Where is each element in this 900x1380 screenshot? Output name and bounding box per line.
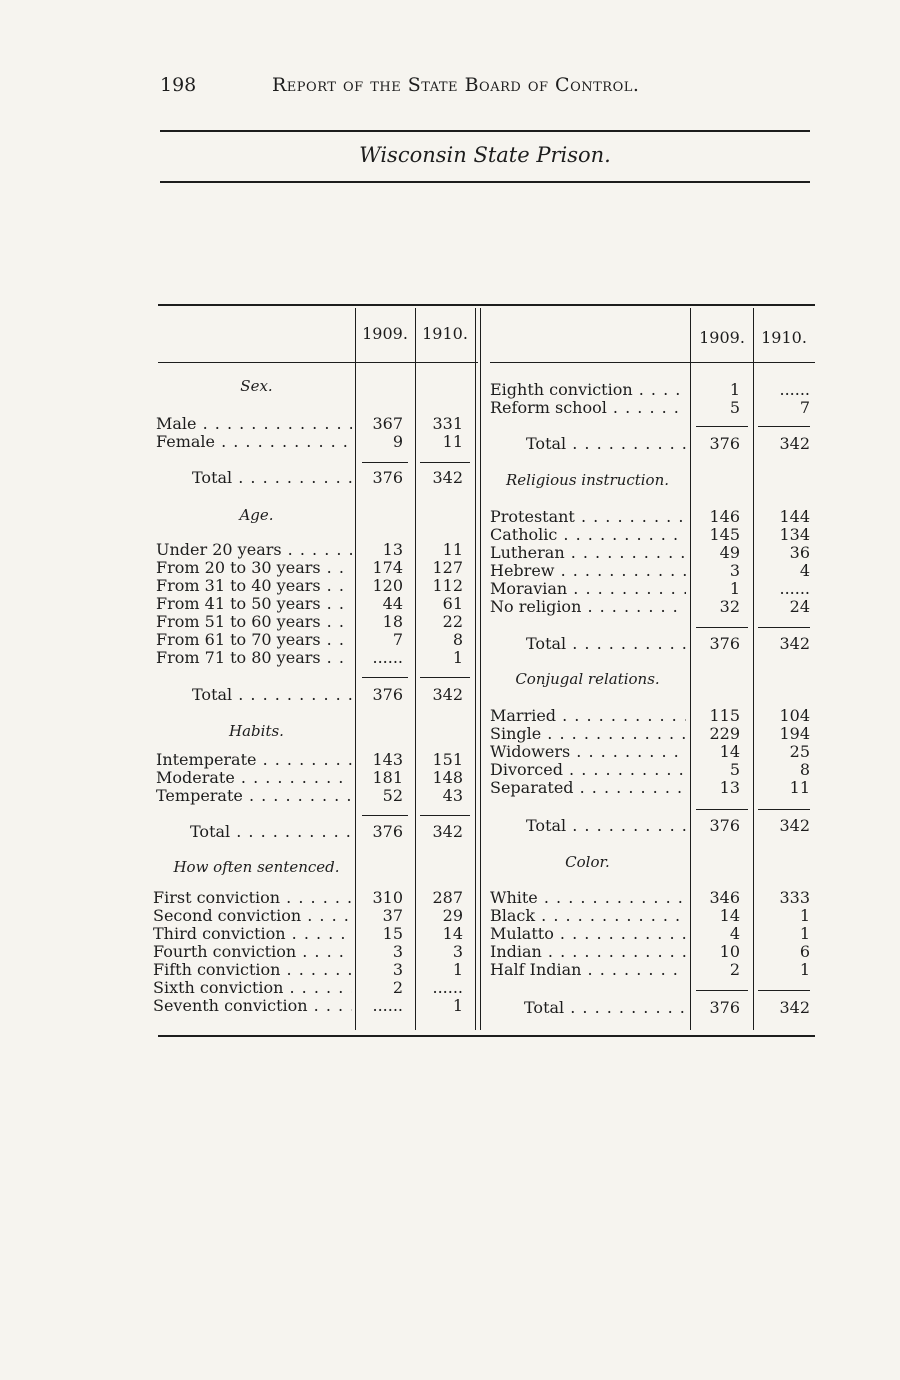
value-1910: 3 [452, 942, 463, 961]
table-row [480, 526, 815, 544]
statistics-table [150, 300, 815, 1040]
total-row [150, 469, 475, 487]
section-heading-color: Color. [565, 853, 610, 871]
total-row [150, 686, 475, 704]
table-row [480, 399, 815, 417]
subtotal-rule [696, 426, 748, 427]
subtotal-rule [758, 809, 810, 810]
value-1909: 120 [372, 576, 403, 595]
total-1909: 376 [372, 685, 403, 704]
table-row [150, 433, 475, 451]
value-1910: 6 [799, 942, 810, 961]
row-label: From 41 to 50 years . . . [156, 595, 352, 613]
total-row [480, 435, 815, 453]
row-label: From 31 to 40 years . . . [156, 577, 352, 595]
value-1910: 1 [799, 960, 810, 979]
value-1910: ...... [779, 579, 810, 598]
value-1910: 11 [442, 540, 463, 559]
value-1909: 174 [372, 558, 403, 577]
row-label: No religion . . . [490, 598, 686, 616]
value-1909: 14 [719, 906, 740, 925]
row-label: Fifth conviction . . . [153, 961, 352, 979]
section-heading-how-often-sentenced: How often sentenced. [173, 858, 340, 876]
table-row [150, 751, 475, 769]
total-1909: 376 [709, 434, 740, 453]
value-1909: 2 [392, 978, 403, 997]
table-row [480, 580, 815, 598]
section-heading-habits: Habits. [229, 722, 284, 740]
row-label: Married . . . [490, 707, 686, 725]
value-1910: 1 [452, 996, 463, 1015]
value-1909: 3 [392, 960, 403, 979]
row-label: Temperate . . . [156, 787, 352, 805]
total-1910: 342 [779, 998, 810, 1017]
total-1909: 376 [709, 634, 740, 653]
value-1909: 13 [382, 540, 403, 559]
column-header-1910-right: 1910. [761, 328, 807, 347]
value-1910: ...... [432, 978, 463, 997]
value-1909: 13 [719, 778, 740, 797]
value-1909: 1 [729, 579, 740, 598]
top-rule [160, 130, 810, 132]
subtotal-rule [420, 815, 470, 816]
value-1909: 145 [709, 525, 740, 544]
value-1909: 18 [382, 612, 403, 631]
row-label: Female . . . [156, 433, 352, 451]
total-row [480, 999, 815, 1017]
total-label: Total . . . [192, 469, 352, 487]
value-1909: 1 [729, 380, 740, 399]
value-1909: 14 [719, 742, 740, 761]
value-1910: 194 [779, 724, 810, 743]
table-row [480, 907, 815, 925]
table-row [480, 925, 815, 943]
total-label: Total . . . [526, 435, 686, 453]
value-1910: 1 [452, 960, 463, 979]
column-header-1909-left: 1909. [362, 324, 408, 343]
row-label: White . . . [490, 889, 686, 907]
table-top-rule [158, 304, 815, 306]
row-label: From 51 to 60 years . . . [156, 613, 352, 631]
value-1910: 7 [799, 398, 810, 417]
section-heading-sex: Sex. [240, 377, 273, 395]
column-header-1909-right: 1909. [699, 328, 745, 347]
subtotal-rule [696, 809, 748, 810]
value-1909: 49 [719, 543, 740, 562]
total-label: Total . . . [526, 635, 686, 653]
value-1910: 112 [432, 576, 463, 595]
value-1910: ...... [779, 380, 810, 399]
row-label: Fourth conviction . . . [153, 943, 352, 961]
total-1910: 342 [779, 816, 810, 835]
section-subtitle: Wisconsin State Prison. [359, 143, 611, 167]
table-row [480, 779, 815, 797]
row-label: Under 20 years . . . [156, 541, 352, 559]
table-row [480, 743, 815, 761]
row-label: Eighth conviction . . . [490, 381, 686, 399]
row-label: Divorced . . . [490, 761, 686, 779]
table-row [480, 544, 815, 562]
total-label: Total . . . [524, 999, 686, 1017]
table-row [150, 649, 475, 667]
value-1910: 61 [442, 594, 463, 613]
value-1910: 333 [779, 888, 810, 907]
value-1910: 43 [442, 786, 463, 805]
value-1910: 29 [442, 906, 463, 925]
divider-middle-a [475, 308, 476, 1030]
subtotal-rule [362, 815, 408, 816]
table-row [480, 707, 815, 725]
value-1909: 346 [709, 888, 740, 907]
total-row [480, 817, 815, 835]
row-label: Catholic . . . [490, 526, 686, 544]
table-row [480, 761, 815, 779]
row-label: Moderate . . . [156, 769, 352, 787]
table-row [150, 997, 475, 1015]
value-1909: ...... [372, 996, 403, 1015]
table-row [480, 961, 815, 979]
total-label: Total . . . [526, 817, 686, 835]
value-1909: 310 [372, 888, 403, 907]
value-1909: 15 [382, 924, 403, 943]
value-1909: 367 [372, 414, 403, 433]
subtotal-rule [758, 426, 810, 427]
total-1910: 342 [432, 468, 463, 487]
total-1909: 376 [372, 822, 403, 841]
row-label: Moravian . . . [490, 580, 686, 598]
table-row [480, 889, 815, 907]
value-1910: 127 [432, 558, 463, 577]
table-row [150, 769, 475, 787]
table-row [480, 562, 815, 580]
subtotal-rule [758, 990, 810, 991]
value-1910: 1 [799, 906, 810, 925]
value-1910: 36 [789, 543, 810, 562]
total-row [150, 823, 475, 841]
page-number: 198 [160, 74, 197, 96]
value-1909: 7 [392, 630, 403, 649]
subtotal-rule [696, 990, 748, 991]
row-label: From 20 to 30 years . . . [156, 559, 352, 577]
table-row [150, 541, 475, 559]
row-label: From 71 to 80 years . . . [156, 649, 352, 667]
value-1910: 144 [779, 507, 810, 526]
value-1909: 44 [382, 594, 403, 613]
subtotal-rule [420, 462, 470, 463]
subtitle-rule [160, 181, 810, 183]
value-1909: 146 [709, 507, 740, 526]
value-1909: 9 [392, 432, 403, 451]
total-1910: 342 [432, 822, 463, 841]
value-1909: 32 [719, 597, 740, 616]
header-bottom-rule-left [158, 362, 478, 363]
table-row [150, 907, 475, 925]
row-label: Widowers . . . [490, 743, 686, 761]
value-1910: 1 [452, 648, 463, 667]
value-1909: 5 [729, 760, 740, 779]
total-row [480, 635, 815, 653]
page-header [160, 74, 810, 104]
table-bottom-rule [158, 1035, 815, 1037]
value-1909: 229 [709, 724, 740, 743]
row-label: Intemperate . . . [156, 751, 352, 769]
row-label: Hebrew . . . [490, 562, 686, 580]
row-label: Protestant . . . [490, 508, 686, 526]
total-1909: 376 [372, 468, 403, 487]
table-row [480, 381, 815, 399]
table-row [150, 559, 475, 577]
table-row [480, 943, 815, 961]
value-1910: 14 [442, 924, 463, 943]
total-label: Total . . . [190, 823, 352, 841]
running-title: Report of the State Board of Control. [272, 74, 640, 96]
row-label: From 61 to 70 years . . . [156, 631, 352, 649]
row-label: Seventh conviction . . . [153, 997, 352, 1015]
table-row [150, 595, 475, 613]
row-label: Indian . . . [490, 943, 686, 961]
column-header-1910-left: 1910. [422, 324, 468, 343]
total-1909: 376 [709, 816, 740, 835]
table-row [480, 598, 815, 616]
table-row [150, 943, 475, 961]
value-1910: 24 [789, 597, 810, 616]
row-label: Mulatto . . . [490, 925, 686, 943]
value-1909: 143 [372, 750, 403, 769]
value-1909: 4 [729, 924, 740, 943]
value-1910: 11 [442, 432, 463, 451]
subtotal-rule [362, 677, 408, 678]
table-row [150, 961, 475, 979]
value-1910: 4 [799, 561, 810, 580]
table-row [480, 508, 815, 526]
table-row [150, 787, 475, 805]
value-1910: 331 [432, 414, 463, 433]
row-label: Male . . . [156, 415, 352, 433]
total-1910: 342 [432, 685, 463, 704]
subtotal-rule [696, 627, 748, 628]
table-row [150, 613, 475, 631]
value-1910: 8 [452, 630, 463, 649]
row-label: Reform school . . . [490, 399, 686, 417]
row-label: Black . . . [490, 907, 686, 925]
row-label: Sixth conviction . . . [153, 979, 352, 997]
value-1910: 25 [789, 742, 810, 761]
value-1909: 10 [719, 942, 740, 961]
subtotal-rule [362, 462, 408, 463]
section-heading-age: Age. [239, 506, 274, 524]
table-row [480, 725, 815, 743]
value-1909: 3 [729, 561, 740, 580]
table-row [150, 631, 475, 649]
row-label: Lutheran . . . [490, 544, 686, 562]
subtotal-rule [420, 677, 470, 678]
row-label: Single . . . [490, 725, 686, 743]
header-bottom-rule-right [490, 362, 815, 363]
row-label: Separated . . . [490, 779, 686, 797]
value-1910: 104 [779, 706, 810, 725]
value-1909: ...... [372, 648, 403, 667]
total-1910: 342 [779, 634, 810, 653]
total-1909: 376 [709, 998, 740, 1017]
value-1909: 5 [729, 398, 740, 417]
value-1910: 287 [432, 888, 463, 907]
value-1909: 2 [729, 960, 740, 979]
table-row [150, 979, 475, 997]
row-label: Third conviction . . . [153, 925, 352, 943]
total-label: Total . . . [192, 686, 352, 704]
value-1910: 11 [789, 778, 810, 797]
table-row [150, 925, 475, 943]
value-1910: 8 [799, 760, 810, 779]
row-label: Second conviction . . . [153, 907, 352, 925]
value-1910: 151 [432, 750, 463, 769]
value-1909: 115 [709, 706, 740, 725]
table-row [150, 577, 475, 595]
value-1910: 134 [779, 525, 810, 544]
value-1909: 37 [382, 906, 403, 925]
value-1909: 3 [392, 942, 403, 961]
table-row [150, 415, 475, 433]
row-label: First conviction . . . [153, 889, 352, 907]
section-heading-religious-instruction: Religious instruction. [505, 471, 670, 489]
section-heading-conjugal-relations: Conjugal relations. [515, 670, 660, 688]
value-1910: 148 [432, 768, 463, 787]
total-1910: 342 [779, 434, 810, 453]
row-label: Half Indian . . . [490, 961, 686, 979]
value-1909: 52 [382, 786, 403, 805]
value-1910: 1 [799, 924, 810, 943]
table-row [150, 889, 475, 907]
value-1909: 181 [372, 768, 403, 787]
subtotal-rule [758, 627, 810, 628]
value-1910: 22 [442, 612, 463, 631]
